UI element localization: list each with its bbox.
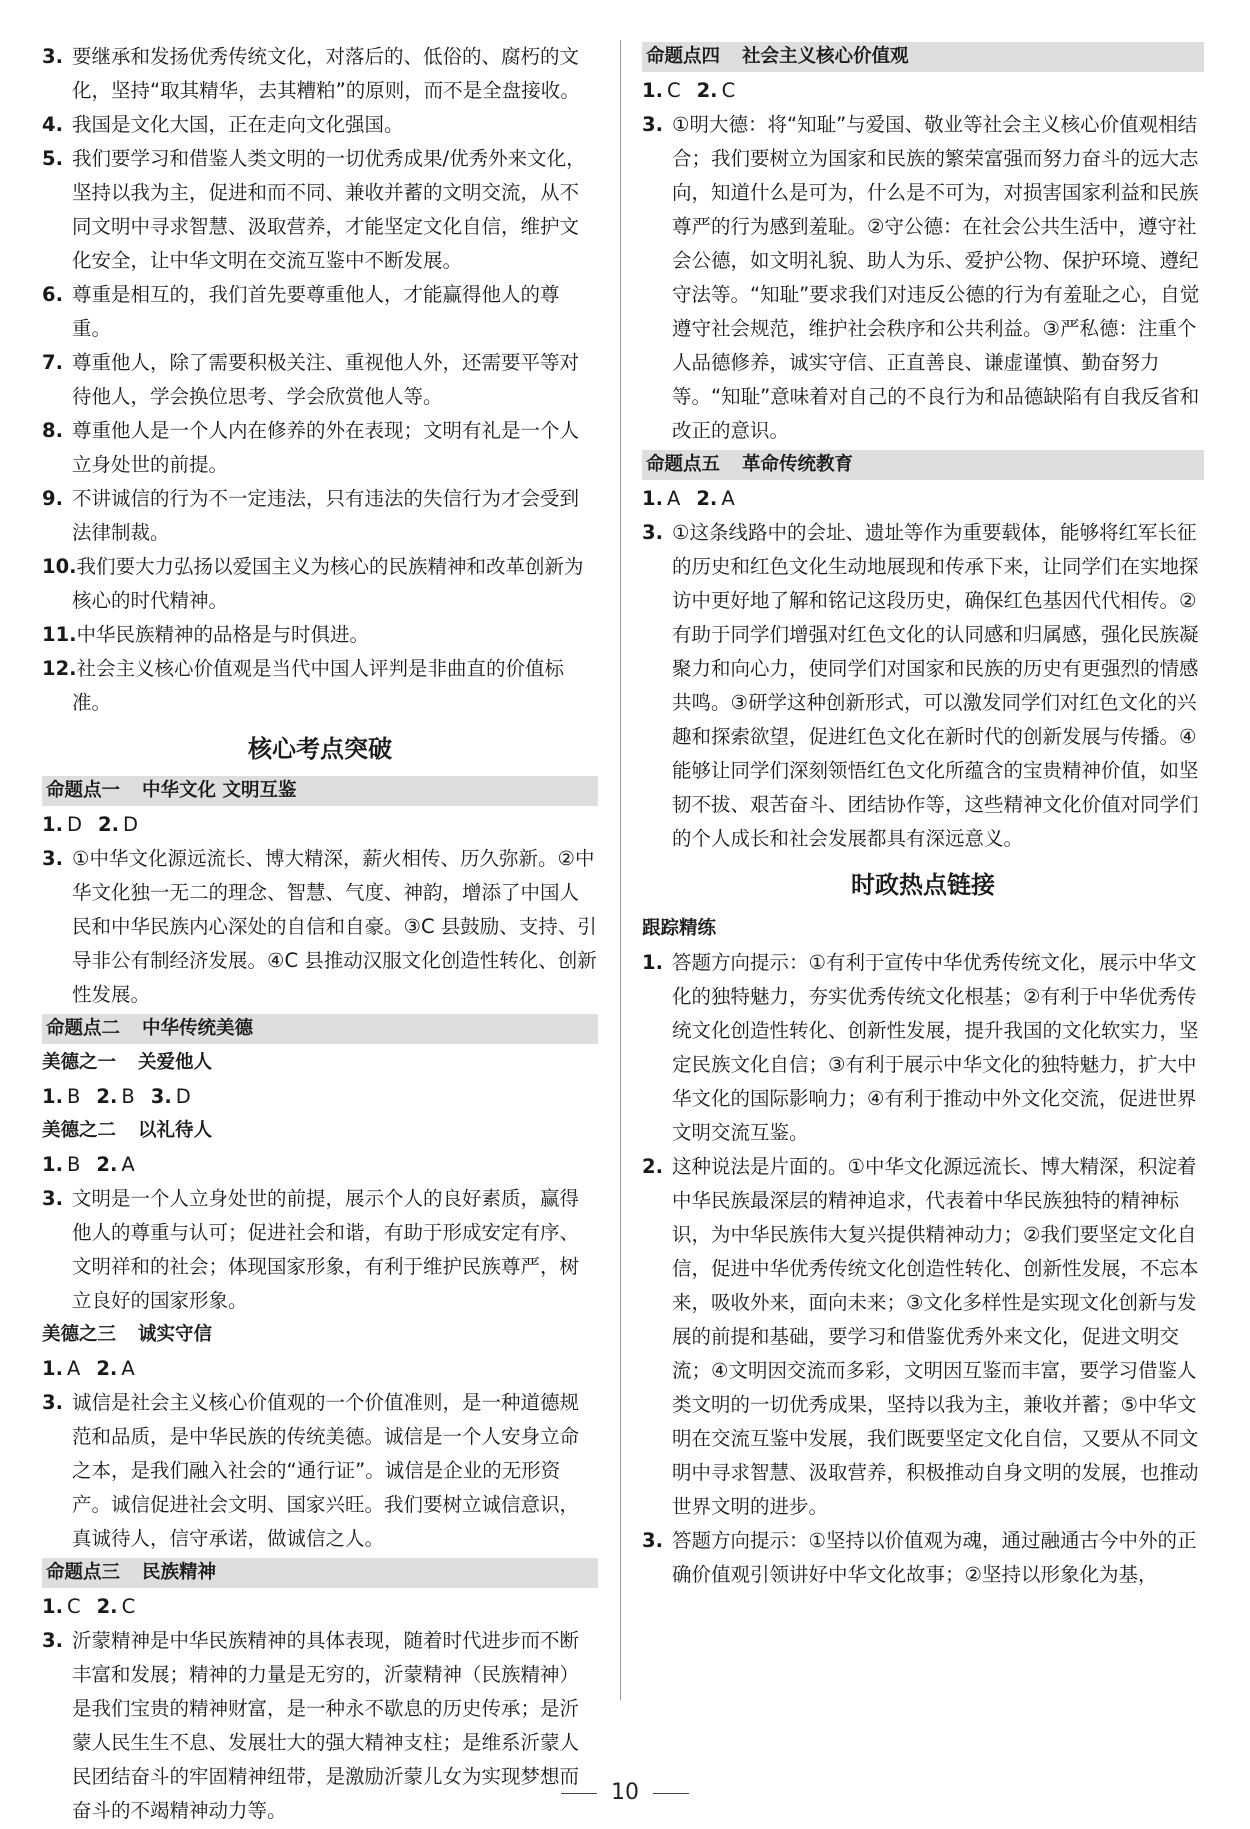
answer-item	[42, 482, 598, 550]
answer-value: C	[721, 79, 736, 102]
item-number: 12.	[42, 657, 77, 680]
choice-answer	[42, 1085, 80, 1108]
answer-number: 2.	[96, 1595, 118, 1618]
choice-answer	[697, 79, 736, 102]
choice-answer	[97, 1595, 136, 1618]
choice-answer	[96, 1153, 134, 1176]
answer-item	[642, 946, 1204, 1150]
item-text: 不讲诚信的行为不一定违法，只有违法的失信行为才会受到法律制裁。	[72, 487, 580, 544]
column-divider	[620, 40, 621, 1700]
choice-answer	[642, 487, 680, 510]
answer-value: C	[666, 79, 681, 102]
answer-item	[642, 1524, 1204, 1592]
answer-value: A	[666, 487, 681, 510]
item-number: 1.	[642, 951, 663, 974]
item-number: 9.	[42, 487, 63, 510]
item-number: 5.	[42, 147, 63, 170]
answer-value: B	[66, 1085, 81, 1108]
answer-value: D	[122, 813, 138, 836]
item-text: 尊重是相互的，我们首先要尊重他人，才能赢得他人的尊重。	[72, 283, 560, 340]
choice-answer	[96, 1357, 134, 1380]
answer-number: 1.	[42, 1085, 63, 1108]
answer-value: B	[66, 1153, 81, 1176]
item-number: 7.	[42, 351, 63, 374]
topic-header-5: 命题点五 革命传统教育	[642, 450, 1204, 480]
section-title-hot: 时政热点链接	[851, 871, 995, 899]
hot-answer-list	[642, 946, 1204, 1592]
answer-item	[42, 108, 598, 142]
choice-answer	[96, 1085, 134, 1108]
answer-value: C	[66, 1595, 81, 1618]
answer-number: 2.	[696, 487, 718, 510]
answer-value: A	[66, 1357, 81, 1380]
choice-answer	[696, 487, 734, 510]
item-number: 4.	[42, 113, 63, 136]
intro-answer-list	[42, 40, 598, 720]
item-text: 答题方向提示：①坚持以价值观为魂，通过融通古今中外的正确价值观引领讲好中华文化故事；②坚持以形象化为基，	[672, 1529, 1197, 1586]
answer-row	[42, 808, 598, 842]
virtue-subheader-2: 美德之二 以礼待人	[42, 1120, 213, 1141]
item-text: 中华民族精神的品格是与时俱进。	[76, 623, 370, 646]
answer-item: 3. ①这条线路中的会址、遗址等作为重要载体，能够将红军长征的历史和红色文化生动地展现和传承下来，让同学们在实地探访中更好地了解和铭记这段历史，确保红色基因代代相传。②有助于同学们增强对红色文化的认同感和归属感，强化民族凝聚力和向心力，使同学们对国家和民族的历史有更强烈的情感共鸣。③研学这种创新形式，可以激发同学们对红色文化的兴趣和探索欲望，促进红色文化在新时代的创新发展与传播。④能够让同学们深刻领悟红色文化所蕴含的宝贵精神价值，如坚韧不拔、艰苦奋斗、团结协作等，这些精神文化价值对同学们的个人成长和社会发展都具有深远意义。	[642, 521, 1199, 850]
left-column	[42, 40, 598, 1828]
virtue-subheader-1: 美德之一 关爱他人	[42, 1052, 213, 1073]
answer-item	[642, 1150, 1204, 1524]
item-number: 11.	[42, 623, 77, 646]
answer-value: A	[721, 487, 735, 510]
page-number: 10	[0, 1780, 1250, 1805]
answer-number: 1.	[42, 813, 63, 836]
answer-value: D	[175, 1085, 191, 1108]
choice-answer	[642, 79, 681, 102]
topic-header-2: 命题点二 中华传统美德	[42, 1014, 598, 1044]
answer-item	[42, 550, 598, 618]
answer-number: 2.	[96, 1085, 118, 1108]
item-text: 答题方向提示：①有利于宣传中华优秀传统文化，展示中华文化的独特魅力，夯实优秀传统文化根基；②有利于中华优秀传统文化创造性转化、创新性发展，提升我国的文化软实力，坚定民族文化自信；③有利于展示中华文化的独特魅力，扩大中华文化的国际影响力；④有利于推动中外文化交流，促进世界文明交流互鉴。	[672, 951, 1199, 1144]
practice-subheader: 跟踪精练	[642, 918, 717, 939]
answer-item: 3. 文明是一个人立身处世的前提，展示个人的良好素质，赢得他人的尊重与认可；促进社会和谐，有助于形成安定有序、文明祥和的社会；体现国家形象，有利于维护民族尊严，树立良好的国家形象。	[42, 1187, 580, 1312]
virtue-subheader-3: 美德之三 诚实守信	[42, 1324, 213, 1345]
item-number: 8.	[42, 419, 63, 442]
section-title-core: 核心考点突破	[248, 735, 392, 763]
answer-item: 3. ①中华文化源远流长、博大精深，薪火相传、历久弥新。②中华文化独一无二的理念、智慧、气度、神韵，增添了中国人民和中华民族内心深处的自信和自豪。③C 县鼓励、支持、引导非公有制经济发展。④C 县推动汉服文化创造性转化、创新性发展。	[42, 847, 597, 1006]
answer-item	[42, 346, 598, 414]
answer-number: 2.	[96, 1153, 118, 1176]
answer-row	[42, 1080, 598, 1114]
answer-value: A	[121, 1153, 135, 1176]
answer-item	[42, 414, 598, 482]
item-number: 10.	[42, 555, 77, 578]
choice-answer	[42, 813, 82, 836]
answer-item	[42, 618, 598, 652]
item-number: 6.	[42, 283, 63, 306]
answer-value: D	[66, 813, 82, 836]
item-text: 我们要大力弘扬以爱国主义为核心的民族精神和改革创新为核心的时代精神。	[72, 555, 584, 612]
answer-number: 1.	[642, 79, 663, 102]
answer-value: C	[121, 1595, 136, 1618]
answer-value: A	[121, 1357, 135, 1380]
answer-row	[642, 74, 1204, 108]
answer-number: 1.	[42, 1595, 63, 1618]
answer-item	[42, 278, 598, 346]
answer-number: 2.	[98, 813, 119, 836]
answer-number: 2.	[696, 79, 718, 102]
choice-answer	[42, 1357, 80, 1380]
choice-answer	[42, 1153, 80, 1176]
answer-number: 1.	[642, 487, 663, 510]
answer-item: 3. 诚信是社会主义核心价值观的一个价值准则，是一种道德规范和品质，是中华民族的传统美德。诚信是一个人安身立命之本，是我们融入社会的“通行证”。诚信是企业的无形资产。诚信促进社会文明、国家兴旺。我们要树立诚信意识，真诚待人，信守承诺，做诚信之人。	[42, 1391, 580, 1550]
answer-row	[42, 1148, 598, 1182]
choice-answer	[98, 813, 138, 836]
item-number: 3.	[642, 1529, 663, 1552]
choice-answer	[151, 1085, 191, 1108]
answer-number: 1.	[42, 1153, 63, 1176]
answer-value: B	[121, 1085, 135, 1108]
answer-row	[42, 1352, 598, 1386]
choice-answer	[42, 1595, 81, 1618]
answer-row	[642, 482, 1204, 516]
answer-item	[42, 652, 598, 720]
item-text: 我国是文化大国，正在走向文化强国。	[72, 113, 404, 136]
answer-item	[42, 142, 598, 278]
right-column	[642, 40, 1204, 1592]
item-text: 要继承和发扬优秀传统文化，对落后的、低俗的、腐朽的文化，坚持“取其精华，去其糟粕”的原则，而不是全盘接收。	[72, 45, 580, 102]
topic-header-4: 命题点四 社会主义核心价值观	[642, 42, 1204, 72]
item-text: 我们要学习和借鉴人类文明的一切优秀成果/优秀外来文化，坚持以我为主，促进和而不同、兼收并蓄的文明交流，从不同文明中寻求智慧、汲取营养，才能坚定文化自信，维护文化安全，让中华文明在交流互鉴中不断发展。	[72, 147, 586, 272]
topic-header-3: 命题点三 民族精神	[42, 1558, 598, 1588]
item-text: 尊重他人是一个人内在修养的外在表现；文明有礼是一个人立身处世的前提。	[72, 419, 580, 476]
topic-header-1: 命题点一 中华文化 文明互鉴	[42, 776, 598, 806]
answer-row	[42, 1590, 598, 1624]
answer-number: 2.	[96, 1357, 118, 1380]
item-text: 尊重他人，除了需要积极关注、重视他人外，还需要平等对待他人，学会换位思考、学会欣赏他人等。	[72, 351, 580, 408]
answer-item	[42, 40, 598, 108]
answer-item: 3. 沂蒙精神是中华民族精神的具体表现，随着时代进步而不断丰富和发展；精神的力量是无穷的，沂蒙精神（民族精神）是我们宝贵的精神财富，是一种永不歇息的历史传承；是沂蒙人民生生不息、发展壮大的强大精神支柱；是维系沂蒙人民团结奋斗的牢固精神纽带，是激励沂蒙儿女为实现梦想而奋斗的不竭精神动力等。	[42, 1629, 580, 1822]
answer-number: 1.	[42, 1357, 63, 1380]
item-text: 这种说法是片面的。①中华文化源远流长、博大精深，积淀着中华民族最深层的精神追求，代表着中华民族独特的精神标识，为中华民族伟大复兴提供精神动力；②我们要坚定文化自信，促进中华优秀传统文化创造性转化、创新性发展，不忘本来，吸收外来，面向未来；③文化多样性是实现文化创新与发展的前提和基础，要学习和借鉴优秀外来文化，促进文明交流；④文明因交流而多彩，文明因互鉴而丰富，要学习借鉴人类文明的一切优秀成果，坚持以我为主，兼收并蓄；⑤中华文明在交流互鉴中发展，我们既要坚定文化自信，又要从不同文明中寻求智慧、汲取营养，积极推动自身文明的发展，也推动世界文明的进步。	[672, 1155, 1199, 1518]
answer-item: 3. ①明大德：将“知耻”与爱国、敬业等社会主义核心价值观相结合；我们要树立为国家和民族的繁荣富强而努力奋斗的远大志向，知道什么是可为，什么是不可为，对损害国家利益和民族尊严的行为感到羞耻。②守公德：在社会公共生活中，遵守社会公德，如文明礼貌、助人为乐、爱护公物、保护环境、遵纪守法等。“知耻”要求我们对违反公德的行为有羞耻之心，自觉遵守社会规范，维护社会秩序和公共利益。③严私德：注重个人品德修养，诚实守信、正直善良、谦虚谨慎、勤奋努力等。“知耻”意味着对自己的不良行为和品德缺陷有自我反省和改正的意识。	[642, 113, 1200, 442]
item-text: 社会主义核心价值观是当代中国人评判是非曲直的价值标准。	[72, 657, 565, 714]
item-number: 2.	[642, 1155, 663, 1178]
answer-number: 3.	[150, 1085, 172, 1108]
item-number: 3.	[42, 45, 63, 68]
